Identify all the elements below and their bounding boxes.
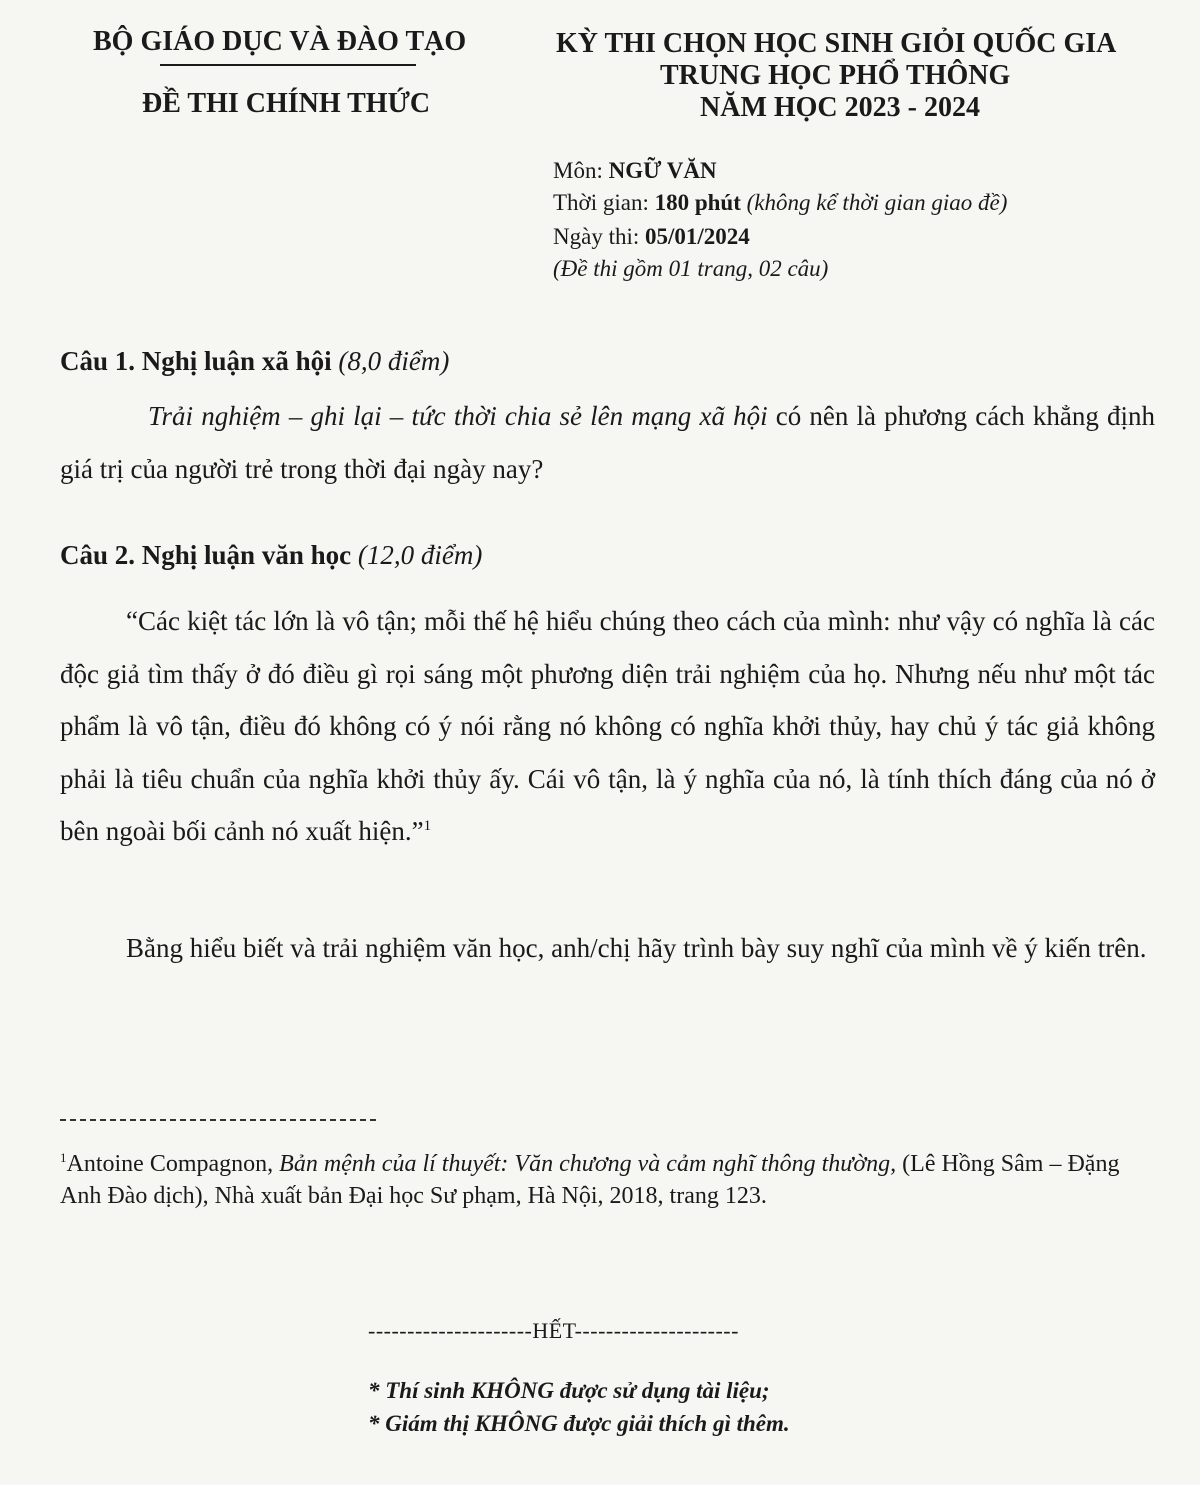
official-exam-label: ĐỀ THI CHÍNH THỨC [142, 88, 431, 119]
exam-title: KỲ THI CHỌN HỌC SINH GIỎI QUỐC GIA [556, 28, 1117, 59]
time-line [553, 190, 1007, 216]
footnote-marker: 1 [60, 1150, 67, 1165]
question-2-heading: Câu 2. Nghị luận văn học [60, 540, 352, 570]
footnote [60, 1148, 1120, 1212]
time-value: 180 phút [654, 190, 741, 215]
subject-value: NGỮ VĂN [608, 158, 717, 183]
exam-level: TRUNG HỌC PHỔ THÔNG [660, 60, 1011, 91]
question-1-prompt [60, 390, 1155, 495]
ministry-name: BỘ GIÁO DỤC VÀ ĐÀO TẠO [93, 26, 467, 57]
footnote-author: Antoine Compagnon, [66, 1151, 280, 1177]
candidate-note: * Thí sinh KHÔNG được sử dụng tài liệu; [368, 1378, 770, 1403]
question-1-points: (8,0 điểm) [338, 346, 450, 376]
quote-text: “Các kiệt tác lớn là vô tận; mỗi thế hệ hiểu chúng theo cách của mình: như vậy có nghĩa là các độc giả tìm thấy ở đó điều gì rọi sáng một phương diện trải nghiệm của họ. Nhưng nếu như một tác phẩm là vô tận, điều đó không có ý nói rằng nó không có nghĩa khởi thủy, hay chủ ý tác giả không phải là tiêu chuẩn của nghĩa khởi thủy ấy. Cái vô tận, là ý nghĩa của nó, là tính thích đáng của nó ở bên ngoài bối cảnh nó xuất hiện.” [60, 606, 1155, 846]
question-2-task: Bằng hiểu biết và trải nghiệm văn học, anh/chị hãy trình bày suy nghĩ của mình về ý kiến trên. [126, 933, 1147, 963]
end-marker: ---------------------HẾT--------------------- [368, 1318, 739, 1343]
question-1-heading: Câu 1. Nghị luận xã hội [60, 346, 332, 376]
question-1-prompt-italic: Trải nghiệm – ghi lại – tức thời chia sẻ lên mạng xã hội [148, 401, 768, 431]
footnote-details: (Lê Hồng Sâm – Đặng Anh Đào dịch), Nhà xuất bản Đại học Sư phạm, Hà Nội, 2018, trang 123. [60, 1151, 1120, 1209]
footnote-book-title: Bản mệnh của lí thuyết: Văn chương và cảm nghĩ thông thường, [279, 1151, 897, 1177]
footnote-reference[interactable]: 1 [423, 818, 432, 834]
question-1-title [60, 346, 449, 377]
school-year: NĂM HỌC 2023 - 2024 [700, 92, 980, 123]
proctor-note: * Giám thị KHÔNG được giải thích gì thêm. [368, 1411, 790, 1436]
page-note: (Đề thi gồm 01 trang, 02 câu) [553, 256, 829, 281]
question-2-title [60, 540, 482, 571]
footnote-divider [60, 1119, 376, 1121]
time-label: Thời gian: [553, 190, 655, 215]
question-1-prompt-rest: có nên là phương cách khẳng định giá trị của người trẻ trong thời đại ngày nay? [60, 401, 1155, 484]
date-value: 05/01/2024 [645, 224, 750, 249]
time-note: (không kể thời gian giao đề) [746, 190, 1008, 215]
date-line [553, 224, 750, 250]
subject-label: Môn: [553, 158, 609, 183]
subject-line [553, 158, 717, 184]
question-2-quote [60, 595, 1155, 858]
date-label: Ngày thi: [553, 224, 645, 249]
ministry-underline [160, 64, 416, 66]
question-2-points: (12,0 điểm) [357, 540, 483, 570]
